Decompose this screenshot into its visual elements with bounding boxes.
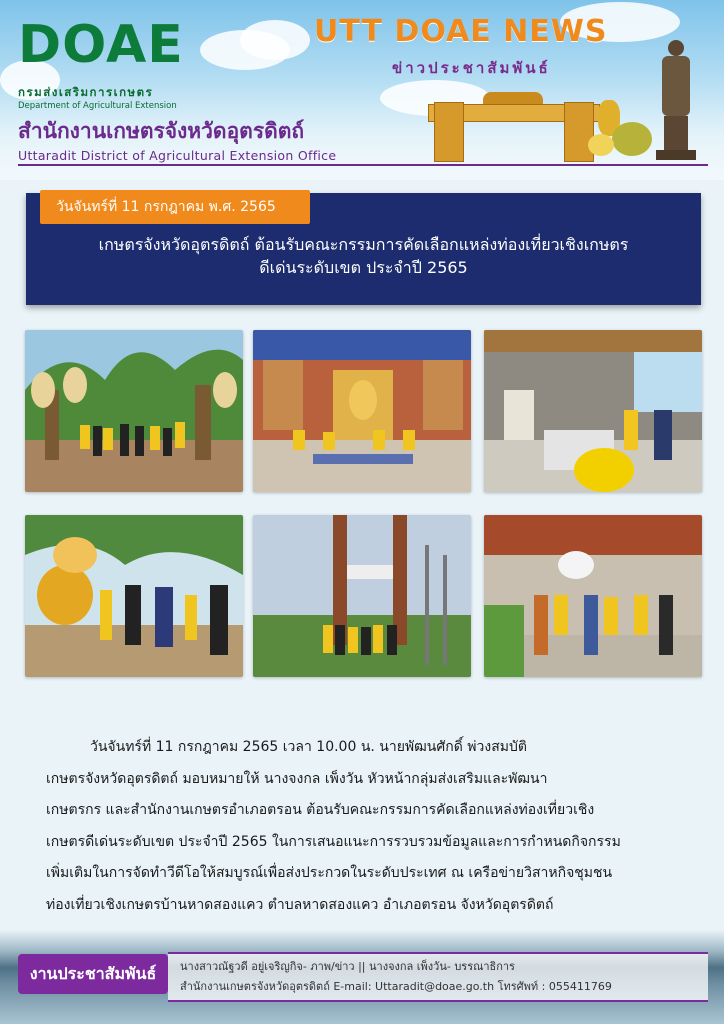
- headline-line: เกษตรจังหวัดอุตรดิตถ์ ต้อนรับคณะกรรมการคัดเลือกแหล่งท่องเที่ยวเชิงเกษตร: [98, 235, 629, 254]
- headline: [26, 233, 701, 279]
- office-name-english: Uttaradit District of Agricultural Extension Office: [18, 148, 337, 163]
- fruit-icon: [588, 134, 614, 156]
- article-line: เกษตรจังหวัดอุตรดิตถ์ มอบหมายให้ นางจงกล เพ็งวัน หัวหน้ากลุ่มส่งเสริมและพัฒนา: [46, 770, 548, 787]
- article-body: [46, 732, 686, 921]
- photo-meeting-shelter: [484, 330, 702, 492]
- footer-contact: สำนักงานเกษตรจังหวัดอุตรดิตถ์ E-mail: Uttaradit@doae.go.th โทรศัพท์ : 055411769: [180, 980, 612, 993]
- photo-tower-gate: [253, 515, 471, 677]
- photo-palm-fruit-bunches: [25, 515, 243, 677]
- photo-temple-mural-hall: [253, 330, 471, 492]
- article-line: เกษตรกร และสำนักงานเกษตรอำเภอตรอน ต้อนรับคณะกรรมการคัดเลือกแหล่งท่องเที่ยวเชิง: [46, 802, 595, 818]
- news-subtitle: ข่าวประชาสัมพันธ์: [392, 59, 551, 77]
- durian-icon: [612, 122, 652, 156]
- statue-icon: [654, 40, 698, 160]
- footer-credits: นางสาวณัฐวดี อยู่เจริญกิจ- ภาพ/ข่าว || นางจงกล เพ็งวัน- บรรณาธิการ: [180, 960, 515, 973]
- logo-thai-name: กรมส่งเสริมการเกษตร: [18, 85, 154, 99]
- logo-wordmark: DOAE: [18, 15, 184, 75]
- news-title: UTT DOAE NEWS: [314, 14, 608, 49]
- photo-date-palm-orchard: [25, 330, 243, 492]
- article-line: วันจันทร์ที่ 11 กรกฎาคม 2565 เวลา 10.00 น. นายพัฒนศักดิ์ พ่วงสมบัติ: [90, 739, 527, 755]
- article-line: ท่องเที่ยวเชิงเกษตรบ้านหาดสองแคว ตำบลหาดสองแคว อำเภอตรอน จังหวัดอุตรดิตถ์: [46, 896, 554, 913]
- footer-pr-tab: งานประชาสัมพันธ์: [18, 954, 168, 994]
- article-line: เกษตรดีเด่นระดับเขต ประจำปี 2565 ในการเสนอแนะการรวบรวมข้อมูลและการกำหนดกิจกรรม: [46, 833, 621, 850]
- city-gate-icon: [428, 92, 598, 162]
- photo-group-at-shop: [484, 515, 702, 677]
- doae-logo: [18, 14, 218, 111]
- header-divider: [18, 164, 708, 166]
- cloud-decoration: [240, 20, 310, 60]
- article-line: เพิ่มเติมในการจัดทำวีดีโอให้สมบูรณ์เพื่อส่งประกวดในระดับประเทศ ณ เครือข่ายวิสาหกิจชุมชน: [46, 865, 613, 881]
- logo-english-name: Department of Agricultural Extension: [18, 101, 177, 111]
- date-label: วันจันทร์ที่ 11 กรกฎาคม พ.ศ. 2565: [40, 190, 310, 224]
- headline-line: ดีเด่นระดับเขต ประจำปี 2565: [259, 258, 468, 277]
- office-name-thai: สำนักงานเกษตรจังหวัดอุตรดิตถ์: [18, 119, 305, 143]
